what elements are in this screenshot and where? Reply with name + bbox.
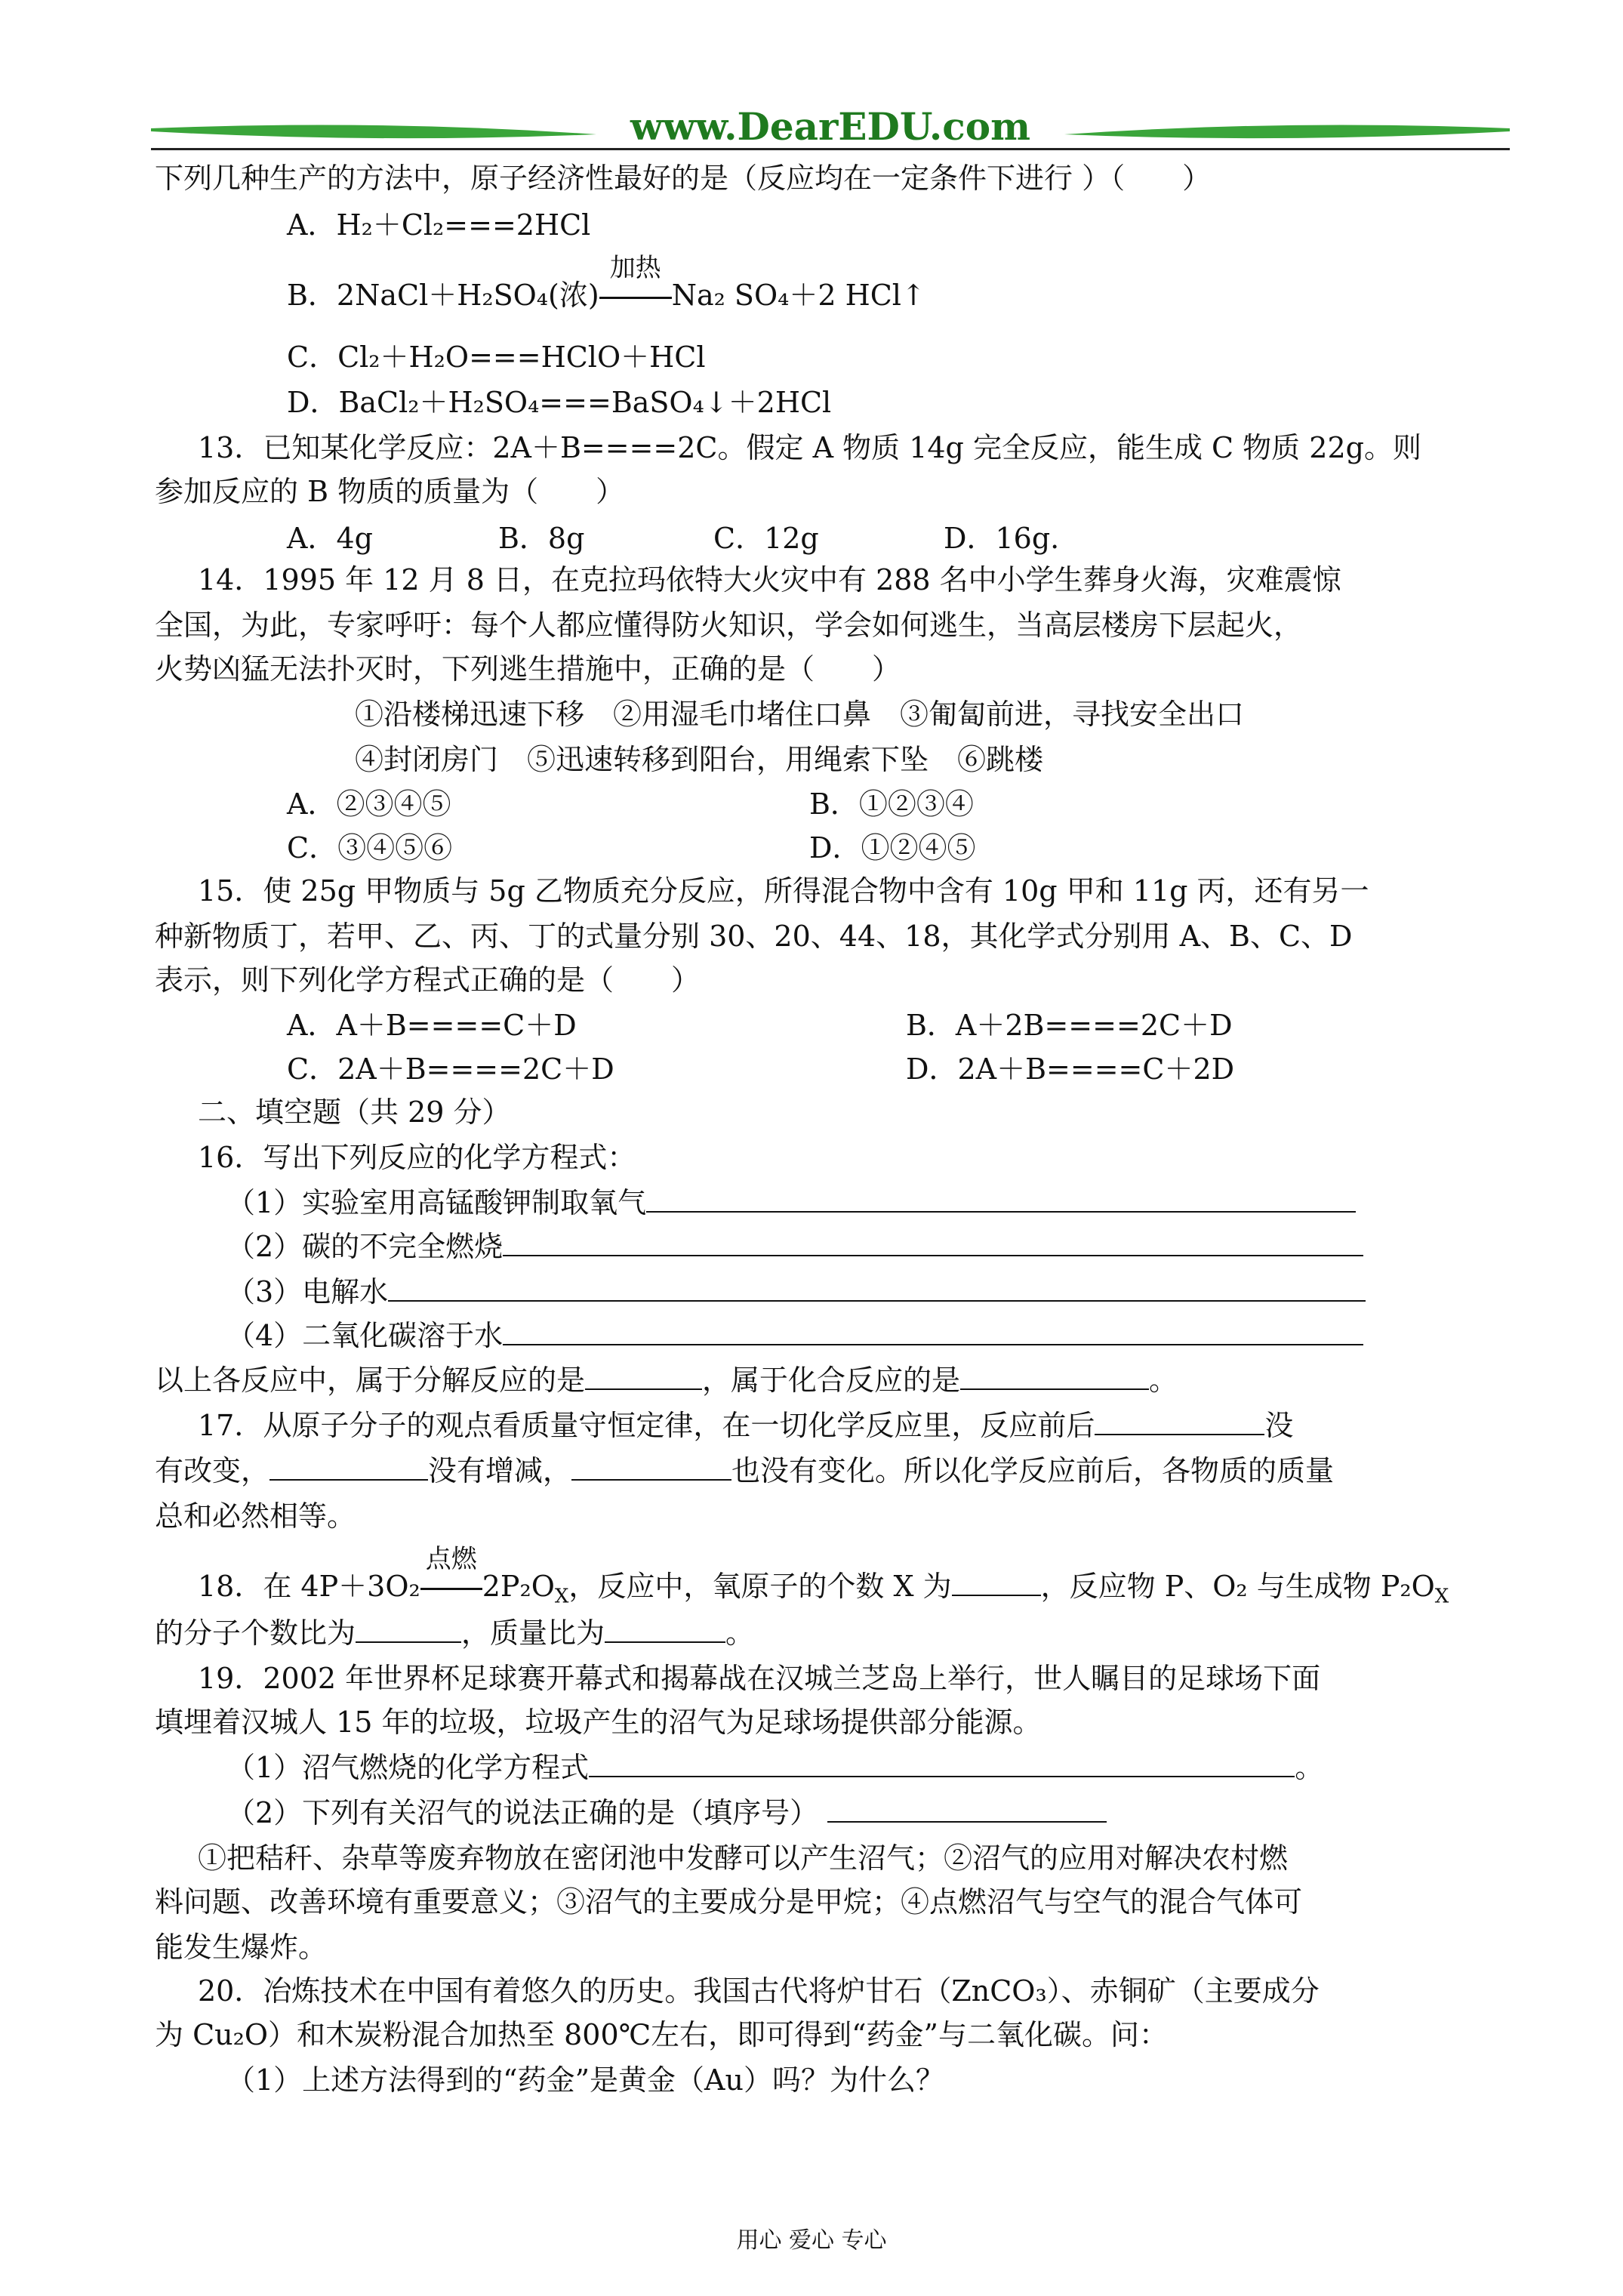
q16-part2-label: （2）碳的不完全燃烧 [226, 1230, 504, 1263]
q18-line2-b: ，质量比为 [461, 1616, 605, 1650]
q16-summary-c: 。 [1149, 1364, 1178, 1397]
q13-option-a: A．4g [287, 522, 373, 555]
q16-part4-blank[interactable] [503, 1318, 1363, 1345]
q16-decomposition-blank[interactable] [585, 1363, 702, 1390]
q16-part2-blank[interactable] [503, 1229, 1363, 1256]
q15-line2: 种新物质丁，若甲、乙、丙、丁的式量分别 30、20、44、18，其化学式分别用 A、B、C、D [155, 920, 1353, 953]
q18-condition-text: 点燃 [425, 1544, 477, 1574]
page-header [151, 97, 1510, 163]
q12-b-condition [599, 253, 672, 313]
q12-option-c: C．Cl₂＋H₂O===HClO＋HCl [287, 341, 706, 374]
q19-statement1: ①把秸秆、杂草等废弃物放在密闭池中发酵可以产生沼气；②沼气的应用对解决农村燃 [198, 1841, 1289, 1875]
q19-part1 [226, 1750, 1323, 1785]
q14-option-b: B．①②③④ [809, 787, 974, 821]
q19-part2-label: （2）下列有关沼气的说法正确的是（填序号） [226, 1796, 819, 1829]
q14-line3: 火势凶猛无法扑灭时，下列逃生措施中，正确的是（ ） [155, 652, 901, 686]
q17-line2-b: 没有增减， [428, 1454, 572, 1487]
q13-option-b: B．8g [498, 522, 585, 555]
q18-condition [420, 1544, 482, 1604]
q19-statement2: 料问题、改善环境有重要意义；③沼气的主要成分是甲烷；④点燃沼气与空气的混合气体可 [155, 1885, 1303, 1918]
q16-summary-a: 以上各反应中，属于分解反应的是 [155, 1364, 586, 1397]
q18-line2-c: 。 [725, 1616, 755, 1650]
q17-blank3[interactable] [571, 1453, 731, 1481]
q18-line1-d: ，反应物 P、O₂ 与生成物 P₂O [1040, 1570, 1435, 1603]
q18-line1-c: ，反应中，氧原子的个数 X 为 [568, 1570, 952, 1603]
q14-line2: 全国，为此，专家呼吁：每个人都应懂得防火知识，学会如何逃生，当高层楼房下层起火， [155, 609, 1303, 642]
page-footer: 用心 爱心 专心 [736, 2227, 887, 2254]
q17-line1-a: 17．从原子分子的观点看质量守恒定律，在一切化学反应里，反应前后 [198, 1409, 1095, 1442]
q16-summary [155, 1363, 1178, 1398]
q16-stem: 16．写出下列反应的化学方程式： [198, 1141, 636, 1174]
q17-line3: 总和必然相等。 [155, 1499, 356, 1533]
q18-line2-a: 的分子个数比为 [155, 1616, 356, 1650]
q13-line2: 参加反应的 B 物质的质量为（ ） [155, 475, 625, 508]
q19-line2: 填埋着汉城人 15 年的垃圾，垃圾产生的沼气为足球场提供部分能源。 [155, 1706, 1042, 1739]
q16-part1-blank[interactable] [646, 1185, 1356, 1213]
q18-ratio-blank[interactable] [356, 1616, 461, 1643]
q18-line1 [198, 1544, 1449, 1614]
q20-part1: （1）上述方法得到的“药金”是黄金（Au）吗？为什么？ [226, 2063, 944, 2097]
q19-statement3: 能发生爆炸。 [155, 1931, 328, 1964]
q15-option-d: D．2A＋B====C＋2D [906, 1052, 1235, 1086]
q17-blank1[interactable] [1095, 1408, 1264, 1435]
q19-line1: 19．2002 年世界杯足球赛开幕式和揭幕战在汉城兰芝岛上举行，世人瞩目的足球场下面 [198, 1662, 1321, 1695]
q13-option-d: D．16g. [944, 522, 1060, 555]
q14-option-d: D．①②④⑤ [809, 831, 976, 864]
q14-option-a: A．②③④⑤ [287, 787, 451, 821]
q16-part3-label: （3）电解水 [226, 1275, 389, 1308]
q15-option-a: A．A＋B====C＋D [287, 1009, 577, 1042]
q19-part2 [226, 1795, 1107, 1830]
q12-stem: 下列几种生产的方法中，原子经济性最好的是（反应均在一定条件下进行 ）（ ） [155, 162, 1212, 195]
q19-part1-label: （1）沼气燃烧的化学方程式 [226, 1751, 590, 1784]
q18-line1-d-sub: X [1434, 1585, 1449, 1608]
q12-b-condition-text: 加热 [609, 253, 661, 283]
q15-line3: 表示，则下列化学方程式正确的是（ ） [155, 963, 701, 997]
q12-b-left: B．2NaCl＋H₂SO₄(浓) [287, 279, 599, 312]
q17-line2-a: 有改变， [155, 1454, 270, 1487]
q16-part1-label: （1）实验室用高锰酸钾制取氧气 [226, 1186, 647, 1219]
q16-part3 [226, 1274, 1366, 1309]
q15-line1: 15．使 25g 甲物质与 5g 乙物质充分反应，所得混合物中含有 10g 甲和 11g 丙，还有另一 [198, 874, 1369, 908]
section2-title: 二、填空题（共 29 分） [198, 1096, 511, 1129]
q16-part4 [226, 1318, 1363, 1353]
header-logo: www.DearEDU.com [630, 104, 1030, 149]
q19-part2-blank[interactable] [827, 1795, 1107, 1823]
q16-combination-blank[interactable] [960, 1363, 1149, 1390]
q12-option-d: D．BaCl₂＋H₂SO₄===BaSO₄↓＋2HCl [287, 386, 832, 419]
q16-summary-b: ，属于化合反应的是 [702, 1364, 961, 1397]
q14-items2: ④封闭房门 ⑤迅速转移到阳台，用绳索下坠 ⑥跳楼 [355, 743, 1044, 776]
q13-option-c: C．12g [713, 522, 819, 555]
q20-line1: 20．冶炼技术在中国有着悠久的历史。我国古代将炉甘石（ZnCO₃）、赤铜矿（主要成分 [198, 1974, 1320, 2008]
q17-line1-b: 没 [1264, 1409, 1294, 1442]
q14-line1: 14．1995 年 12 月 8 日，在克拉玛依特大火灾中有 288 名中小学生葬身火海，灾难震惊 [198, 563, 1341, 596]
q18-line1-b-sub: X [554, 1585, 569, 1608]
q13-line1: 13．已知某化学反应：2A＋B====2C。假定 A 物质 14g 完全反应，能生成 C 物质 22g。则 [198, 431, 1421, 464]
q20-line2: 为 Cu₂O）和木炭粉混合加热至 800℃左右，即可得到“药金”与二氧化碳。问： [155, 2018, 1168, 2051]
q17-line2 [155, 1453, 1334, 1488]
q12-option-b [287, 253, 925, 313]
q16-part1 [226, 1185, 1356, 1220]
q18-mass-blank[interactable] [605, 1616, 725, 1643]
q15-option-b: B．A＋2B====2C＋D [906, 1009, 1233, 1042]
q12-option-a: A．H₂＋Cl₂===2HCl [287, 208, 591, 242]
q17-line1 [198, 1408, 1293, 1443]
q14-items1: ①沿楼梯迅速下移 ②用湿毛巾堵住口鼻 ③匍匐前进，寻找安全出口 [355, 698, 1245, 731]
q18-line1-a: 18．在 4P＋3O₂ [198, 1570, 420, 1603]
q19-part1-end: 。 [1295, 1751, 1324, 1784]
q15-option-c: C．2A＋B====2C＋D [287, 1052, 614, 1086]
q17-blank2[interactable] [269, 1453, 428, 1481]
q18-line1-b: 2P₂O [482, 1570, 555, 1603]
q16-part2 [226, 1229, 1363, 1264]
q17-line2-c: 也没有变化。所以化学反应前后，各物质的质量 [731, 1454, 1335, 1487]
q16-part4-label: （4）二氧化碳溶于水 [226, 1319, 504, 1352]
q19-part1-blank[interactable] [589, 1750, 1295, 1777]
q12-b-right: Na₂ SO₄＋2 HCl↑ [671, 279, 925, 312]
q16-part3-blank[interactable] [388, 1274, 1366, 1302]
q18-x-blank[interactable] [952, 1569, 1041, 1596]
q18-line2 [155, 1616, 754, 1650]
header-rule [151, 148, 1510, 150]
q14-option-c: C．③④⑤⑥ [287, 831, 453, 864]
